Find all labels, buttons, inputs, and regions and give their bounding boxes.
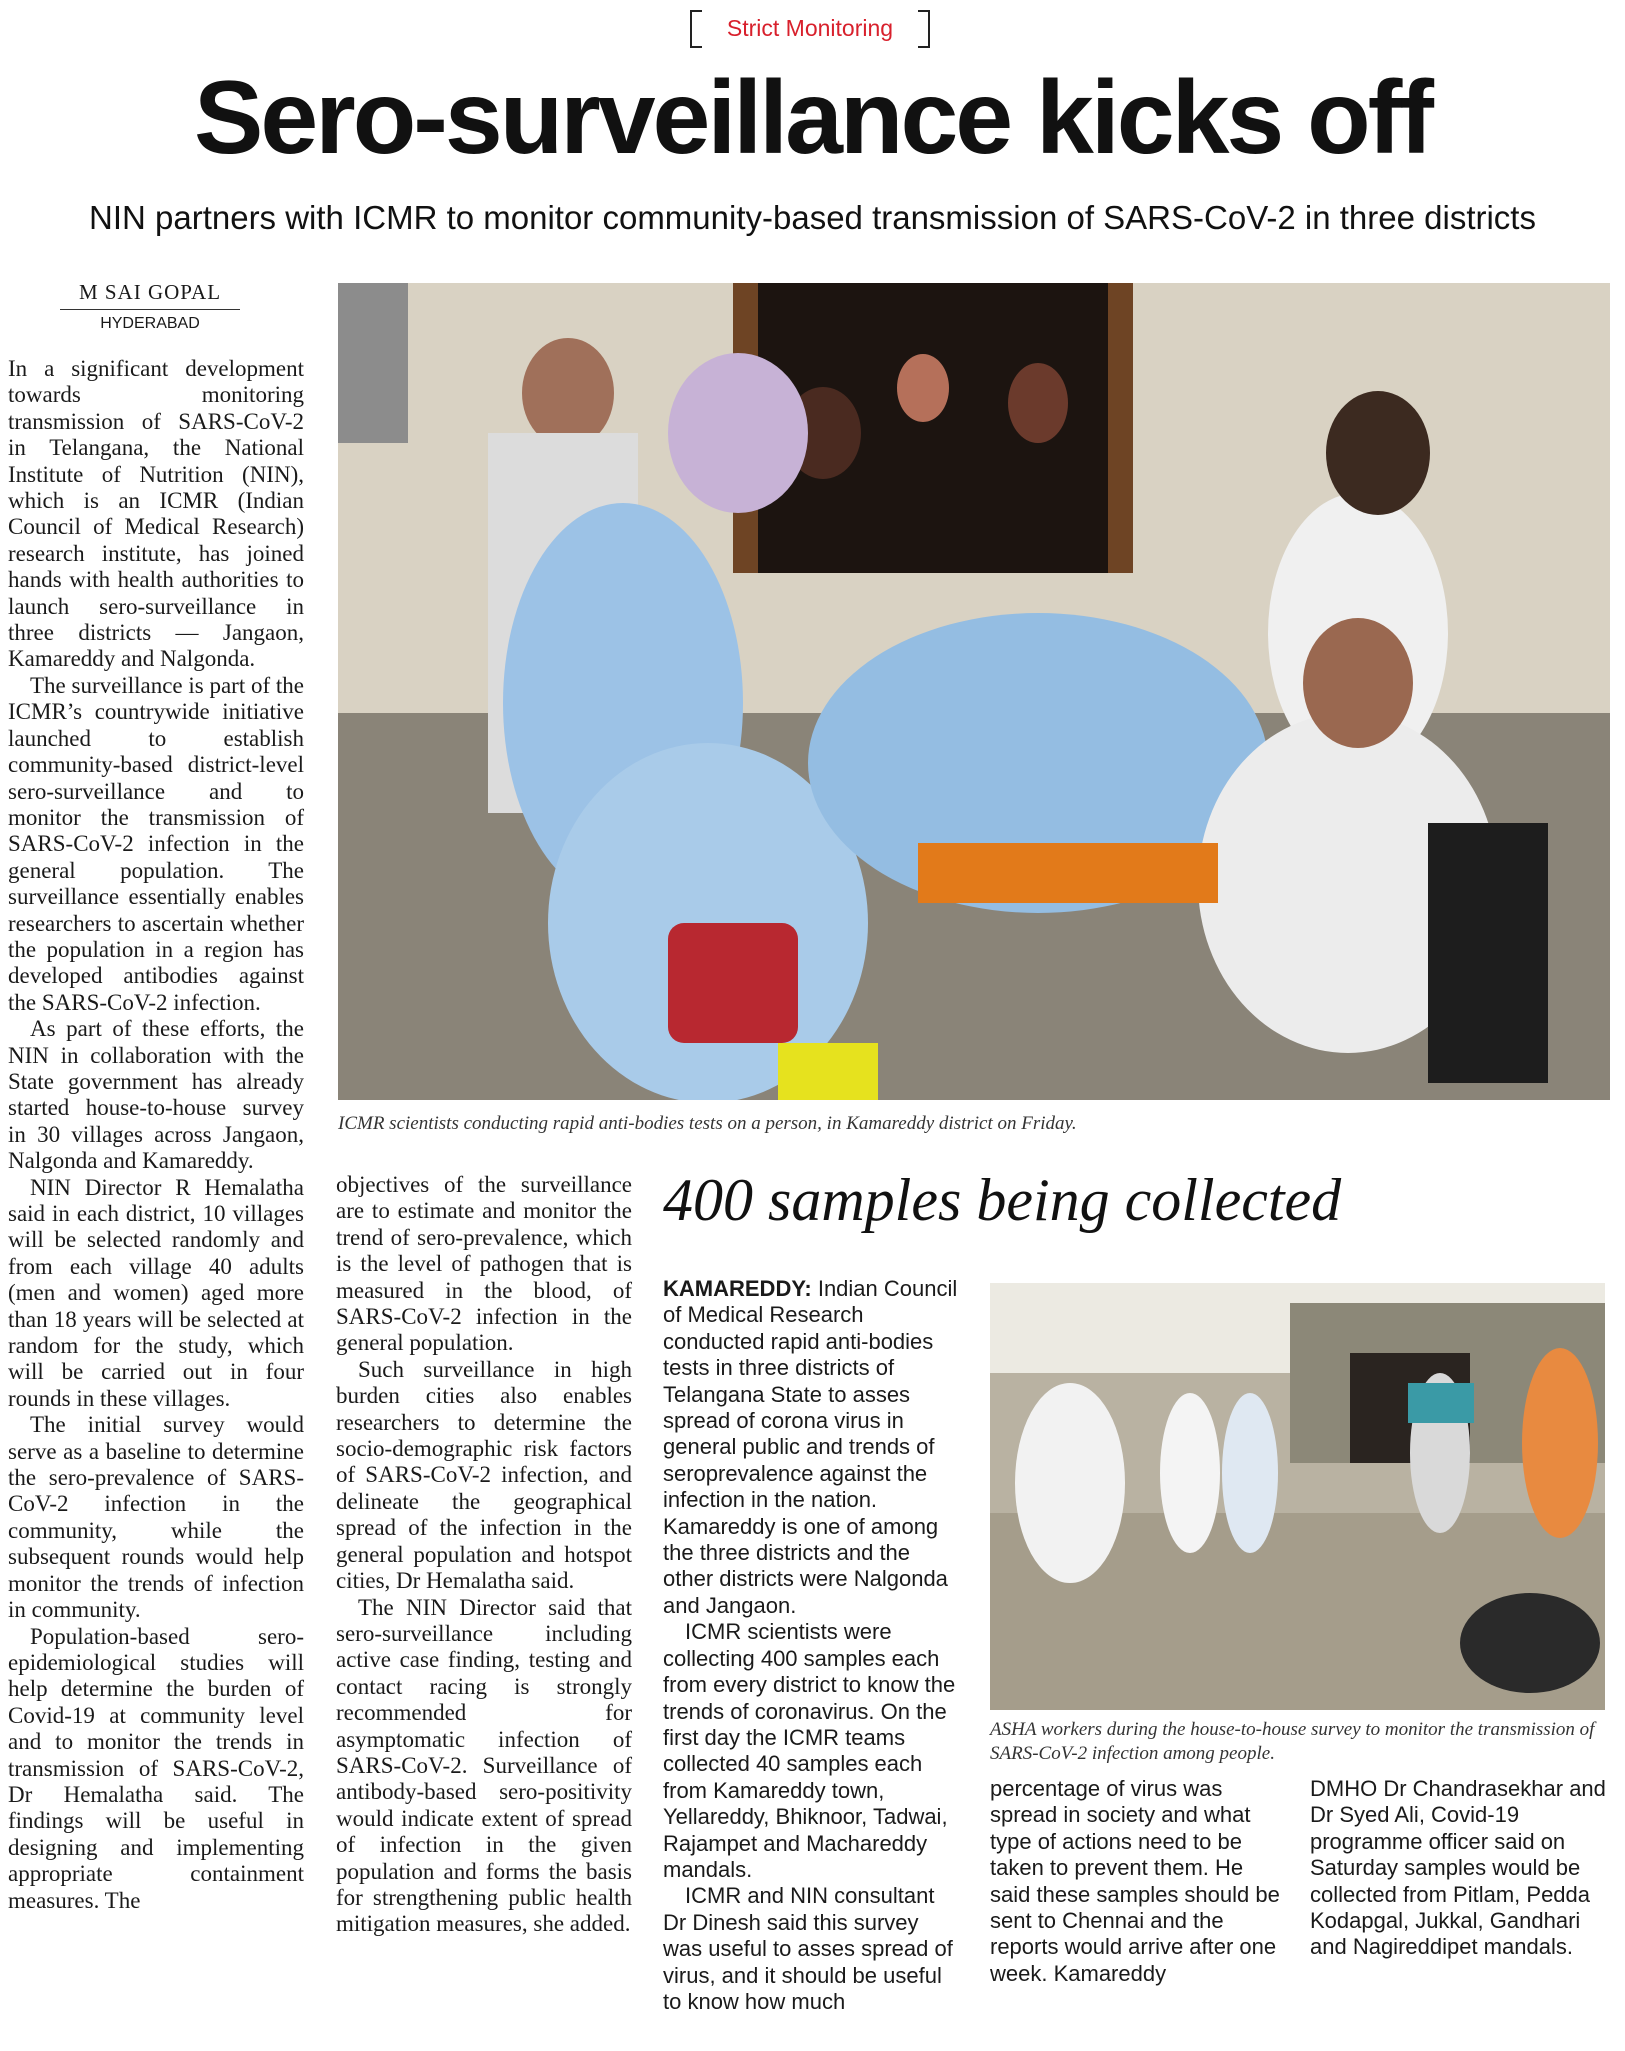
story2-column-1 [663, 1276, 958, 2015]
paragraph: objectives of the surveillance are to estimate and monitor the trend of sero-prevalence, which is the level of pathogen that is measured in the blood, of SARS-CoV-2 infection in the general population. [336, 1172, 632, 1356]
story2-column-2 [990, 1776, 1285, 1987]
headline: Sero-surveillance kicks off [194, 60, 1431, 176]
subheadline: NIN partners with ICMR to monitor community-based transmission of SARS-CoV-2 in three districts [89, 199, 1536, 236]
main-photo-image [338, 283, 1610, 1100]
byline-author: M SAI GOPAL [60, 280, 240, 310]
story2-photo [990, 1283, 1605, 1710]
paragraph: Such surveillance in high burden cities also enables researchers to determine the socio-demographic risk factors of SARS-CoV-2 infection, and delineate the geographical spread of the infection in the general population and hotspot cities, Dr Hemalatha said. [336, 1356, 632, 1594]
article-column-2 [336, 1172, 632, 1938]
article-column-1 [8, 356, 304, 1914]
main-photo [338, 283, 1610, 1100]
story2-column-3 [1310, 1776, 1608, 1961]
paragraph: DMHO Dr Chandrasekhar and Dr Syed Ali, Covid-19 programme officer said on Saturday samples would be collected from Pitlam, Pedda Kodapgal, Jukkal, Gandhari and Nagireddipet mandals. [1310, 1776, 1606, 1960]
story2-lead-paragraph [663, 1276, 958, 1619]
paragraph: The NIN Director said that sero-surveillance including active case finding, testing and contact racing is strongly recommended for asymptomatic infection of SARS-CoV-2. Surveillance of antibody-based sero-positivity would indicate extent of spread of infection in the given population and forms the basis for strengthening public health mitigation measures, she added. [336, 1594, 632, 1937]
byline [60, 280, 240, 333]
dateline: KAMAREDDY: [663, 1276, 812, 1301]
paragraph: In a significant development towards monitoring transmission of SARS-CoV-2 in Telangana, the National Institute of Nutrition (NIN), which is an ICMR (Indian Council of Medical Research) research institute, has joined hands with health authorities to launch sero-surveillance in three districts — Jangaon, Kamareddy and Nalgonda. [8, 356, 304, 672]
byline-location: HYDERABAD [100, 315, 200, 332]
paragraph: The surveillance is part of the ICMR’s countrywide initiative launched to establish community-based district-level sero-surveillance and to monitor the transmission of SARS-CoV-2 infection in the general population. The surveillance essentially enables researchers to ascertain whether the population in a region has developed antibodies against the SARS-CoV-2 infection. [8, 672, 304, 1015]
kicker-bracket-right [918, 10, 930, 48]
paragraph: percentage of virus was spread in society and what type of actions need to be taken to prevent them. He said these samples should be sent to Chennai and the reports would arrive after one week. Kamareddy [990, 1776, 1280, 1986]
paragraph: As part of these efforts, the NIN in collaboration with the State government has already started house-to-house survey in 30 villages across Jangaon, Nalgonda and Kamareddy. [8, 1016, 304, 1174]
section-kicker [690, 8, 930, 48]
main-photo-caption: ICMR scientists conducting rapid anti-bodies tests on a person, in Kamareddy district on Friday. [338, 1113, 1077, 1134]
story2-photo-caption: ASHA workers during the house-to-house survey to monitor the transmission of SARS-CoV-2 infection among people. [990, 1719, 1595, 1764]
paragraph: ICMR scientists were collecting 400 samples each from every district to know the trends of coronavirus. On the first day the ICMR teams collected 40 samples each from Kamareddy town, Yellareddy, Bhiknoor, Tadwai, Rajampet and Machareddy mandals. [663, 1619, 956, 1882]
paragraph: Population-based sero-epidemiological studies will help determine the burden of Covid-19 at community level and to monitor the trends in transmission of SARS-CoV-2, Dr Hemalatha said. The findings will be useful in designing and implementing appropriate containment measures. The [8, 1623, 304, 1913]
story2-headline: 400 samples being collected [663, 1167, 1342, 1233]
paragraph: NIN Director R Hemalatha said in each district, 10 villages will be selected randomly and from each village 40 adults (men and women) aged more than 18 years will be selected at random for the study, which will be carried out in four rounds in these villages. [8, 1174, 304, 1411]
paragraph: The initial survey would serve as a baseline to determine the sero-prevalence of SARS-CoV-2 infection in the community, while the subsequent rounds would help monitor the trends of infection in community. [8, 1412, 304, 1623]
kicker-bracket-left [690, 10, 702, 48]
kicker-label: Strict Monitoring [726, 15, 894, 41]
paragraph: ICMR and NIN consultant Dr Dinesh said this survey was useful to asses spread of virus, and it should be useful to know how much [663, 1883, 953, 2014]
story2-photo-image [990, 1283, 1605, 1710]
lead-text: Indian Council of Medical Research conducted rapid anti-bodies tests in three districts of Telangana State to asses spread of corona virus in general public and trends of seroprevalence against the infection in the nation. Kamareddy is one of among the three districts and the other districts were Nalgonda and Jangaon. [663, 1276, 958, 1618]
